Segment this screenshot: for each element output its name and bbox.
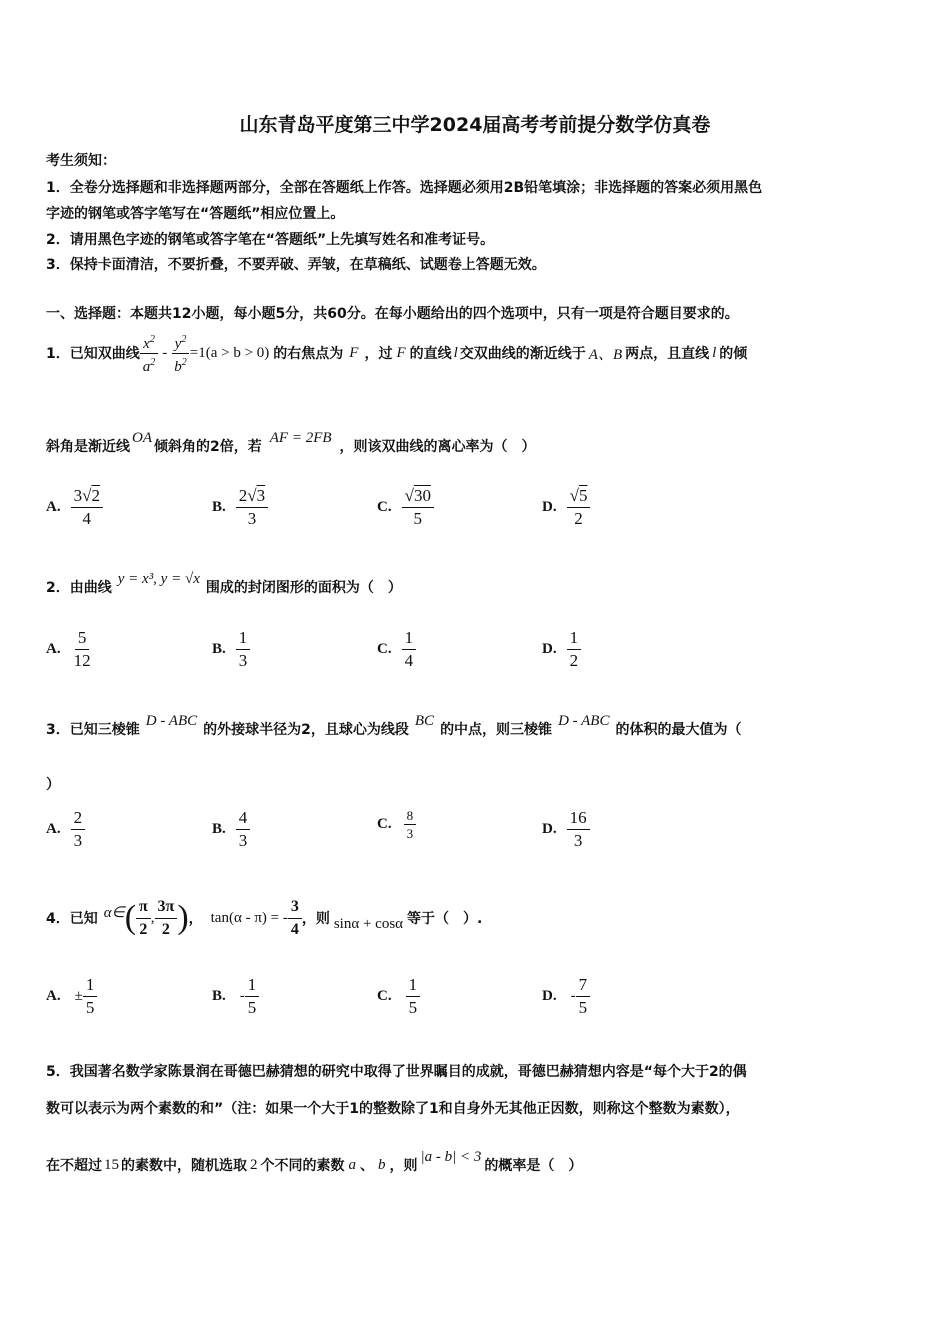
notice-item: 字迹的钢笔或答字笔写在“答题纸”相应位置上。 (46, 206, 345, 222)
q5-text: 、 (360, 1158, 374, 1174)
q1-option-c[interactable] (377, 486, 434, 529)
q3-option-b[interactable] (212, 808, 250, 851)
question-2 (46, 570, 402, 604)
q2-equation: y = x³, y = √x (117, 570, 200, 587)
q1-text: 的直线 (409, 346, 452, 362)
question-3-line-2: ） (46, 777, 60, 793)
q1-var-F: F (349, 344, 359, 361)
option-value: $\frac{1}{2}$ (567, 628, 582, 671)
q3-text: 的体积的最大值为（ (615, 722, 742, 738)
q1-option-d[interactable] (542, 486, 590, 529)
q2-text: 2．由曲线 (46, 580, 112, 596)
option-value: $\frac{5}{12}$ (73, 628, 91, 670)
q2-option-a[interactable] (46, 628, 94, 671)
option-value: $\frac{1}{3}$ (236, 628, 251, 671)
q2-option-c[interactable] (377, 628, 416, 671)
q4-text: ，则 (301, 911, 330, 927)
q1-text: 倾斜角的2倍，若 (154, 439, 262, 455)
option-value: $\frac{7}{5}$ (576, 975, 591, 1018)
q1-text: 斜角是渐近线 (46, 439, 130, 455)
q1-text: 1．已知双曲线 (46, 346, 140, 362)
q5-text: 的素数中，随机选取 (121, 1158, 247, 1174)
option-label: A. (46, 499, 61, 515)
question-5-line-3 (46, 1148, 582, 1182)
option-label: D. (542, 641, 557, 657)
q4-alpha-in: α∈ (103, 904, 125, 921)
option-label: C. (377, 499, 392, 515)
q3-equation: D - ABC (558, 712, 610, 729)
q3-text: 3．已知三棱锥 (46, 722, 140, 738)
q1-fraction-x: $\frac{x^2}{a^2}$ (140, 332, 159, 375)
notice-heading: 考生须知： (46, 153, 116, 169)
q1-condition: =1(a > b > 0) (189, 344, 270, 361)
option-value: $\frac{1}{5}$ (245, 975, 260, 1018)
q4-text: 等于（ ）. (407, 911, 483, 927)
q4-interval-right: $\frac{3\pi}{2}$ (155, 897, 178, 940)
q4-text: 4．已知 (46, 911, 98, 927)
page-title: 山东青岛平度第三中学2024届高考考前提分数学仿真卷 (239, 114, 711, 136)
q1-var-OA: OA (132, 429, 152, 446)
question-4: 4．已知 α∈ ( $\frac{\pi}{2}$ , $\frac{3\pi}{2}$ ) ， tan(α - π) = - $\frac{3}{4}$ ，则 sinα + cosα 等于（ ）. (46, 897, 483, 938)
q5-number: 15 (104, 1156, 119, 1173)
option-label: B. (212, 988, 226, 1004)
q4-option-c[interactable] (377, 975, 420, 1018)
question-1-line-1 (46, 330, 747, 376)
option-value: $\frac{1}{5}$ (406, 975, 421, 1018)
option-label: A. (46, 641, 61, 657)
q1-var-AB: A、B (588, 346, 623, 363)
option-value: $\frac{16}{3}$ (567, 808, 590, 851)
option-sign: ± (74, 988, 83, 1004)
option-label: A. (46, 988, 61, 1004)
q3-option-d[interactable] (542, 808, 590, 851)
option-value: $\frac{2}{3}$ (71, 808, 86, 851)
q1-var-l: l (712, 344, 717, 361)
q4-close-paren: ) (177, 899, 189, 936)
option-value: $\frac{√30}{5}$ (402, 486, 434, 529)
option-label: D. (542, 821, 557, 837)
q4-option-d[interactable] (542, 975, 590, 1018)
option-value: $\frac{1}{4}$ (402, 628, 417, 671)
q3-option-c[interactable] (377, 808, 416, 841)
q1-option-a[interactable] (46, 486, 103, 529)
option-value: $\frac{8}{3}$ (404, 808, 417, 841)
q3-text: 的外接球半径为2，且球心为线段 (203, 722, 409, 738)
q4-expression: sinα + cosα (333, 915, 404, 932)
option-label: C. (377, 641, 392, 657)
option-label: B. (212, 641, 226, 657)
q4-interval-left: $\frac{\pi}{2}$ (136, 897, 151, 940)
question-5-line-2: 数可以表示为两个素数的和”（注：如果一个大于1的整数除了1和自身外无其他正因数，则称这个整数为素数）， (46, 1101, 740, 1117)
q1-text: 两点，且直线 (625, 346, 710, 362)
q2-option-d[interactable] (542, 628, 581, 671)
q3-equation: BC (414, 712, 435, 729)
q1-equation: AF = 2FB (269, 429, 332, 446)
q1-text: 交双曲线的渐近线于 (459, 346, 586, 362)
q1-var-l: l (453, 344, 458, 361)
q5-var-a: a (348, 1156, 356, 1173)
option-value: $\frac{1}{5}$ (83, 975, 98, 1018)
q1-text: ，则该双曲线的离心率为（ ） (339, 439, 536, 455)
q4-tan-equation: tan(α - π) = - (210, 909, 288, 926)
option-value: $\frac{2√3}{3}$ (236, 486, 268, 529)
question-5-line-1: 5．我国著名数学家陈景润在哥德巴赫猜想的研究中取得了世界瞩目的成就，哥德巴赫猜想内容是“每个大于2的偶 (46, 1064, 747, 1080)
section-heading: 一、选择题：本题共12小题，每小题5分，共60分。在每小题给出的四个选项中，只有一项是符合题目要求的。 (46, 306, 739, 322)
option-label: B. (212, 821, 226, 837)
q4-open-paren: ( (124, 899, 137, 936)
q5-number: 2 (250, 1156, 258, 1173)
q4-text: ， (188, 911, 203, 927)
q5-text: 个不同的素数 (260, 1158, 345, 1174)
option-label: C. (377, 988, 392, 1004)
option-value: $\frac{√5}{2}$ (567, 486, 591, 529)
q2-option-b[interactable] (212, 628, 250, 671)
option-label: B. (212, 499, 226, 515)
q4-tan-value: $\frac{3}{4}$ (288, 897, 302, 940)
q3-option-a[interactable] (46, 808, 85, 851)
q5-text: 在不超过 (46, 1158, 102, 1174)
q1-var-F: F (396, 344, 406, 361)
q3-equation: D - ABC (145, 712, 198, 729)
q5-equation: |a - b| < 3 (420, 1148, 482, 1165)
q3-text: 的中点，则三棱锥 (440, 722, 553, 738)
option-sign: - (570, 988, 576, 1004)
q2-text: 围成的封闭图形的面积为（ ） (205, 580, 402, 596)
notice-item: 1．全卷分选择题和非选择题两部分，全部在答题纸上作答。选择题必须用2B铅笔填涂；非选择题的答案必须用黑色 (46, 180, 763, 196)
q1-option-b[interactable] (212, 486, 268, 529)
option-label: D. (542, 988, 557, 1004)
q1-minus: - (162, 344, 168, 361)
q5-text: 的概率是（ ） (484, 1158, 583, 1174)
q1-text: 的倾 (719, 346, 748, 362)
option-label: D. (542, 499, 557, 515)
notice-item: 3．保持卡面清洁，不要折叠，不要弄破、弄皱，在草稿纸、试题卷上答题无效。 (46, 257, 546, 273)
notice-item: 2．请用黑色字迹的钢笔或答字笔在“答题纸”上先填写姓名和准考证号。 (46, 232, 495, 248)
q1-text: ，过 (364, 346, 393, 362)
option-value: $\frac{3√2}{4}$ (71, 486, 103, 529)
question-1-line-2 (46, 428, 536, 464)
option-label: A. (46, 821, 61, 837)
option-label: C. (377, 816, 392, 832)
q1-text: 的右焦点为 (273, 346, 344, 362)
option-value: $\frac{4}{3}$ (236, 808, 251, 851)
q5-var-b: b (378, 1156, 386, 1173)
option-sign: - (239, 988, 245, 1004)
question-3-line-1 (46, 712, 741, 746)
q1-fraction-y: $\frac{y^2}{b^2}$ (171, 332, 190, 375)
q5-text: ，则 (389, 1158, 418, 1174)
q4-option-a[interactable] (46, 975, 97, 1018)
q4-option-b[interactable] (212, 975, 259, 1018)
